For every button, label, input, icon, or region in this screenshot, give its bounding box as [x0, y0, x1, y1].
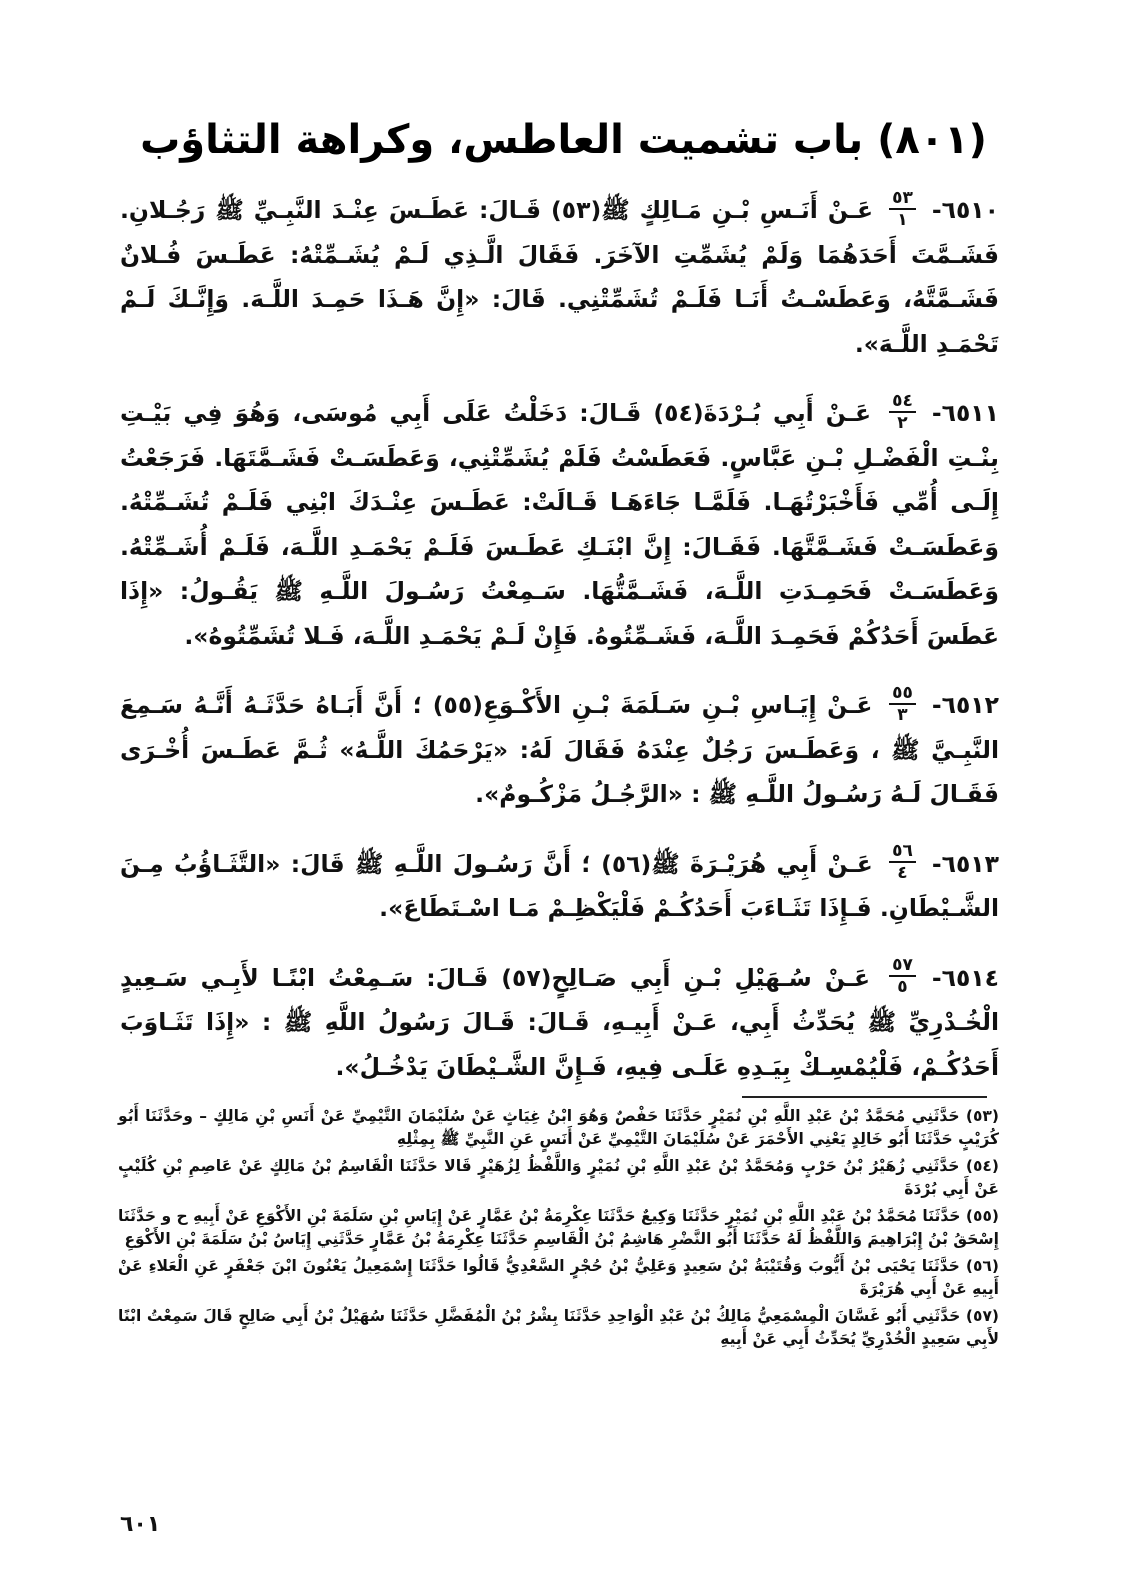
- hadith-6510: [120, 188, 999, 366]
- fraction-top: ٥٥: [889, 684, 916, 705]
- hadith-fraction: [889, 684, 916, 724]
- footnote-label: (٥٤): [965, 1157, 999, 1175]
- hadith-fraction: [889, 842, 916, 882]
- fraction-top: ٥٤: [889, 392, 916, 413]
- hadith-6514: [120, 956, 999, 1090]
- fraction-bottom: ١: [897, 209, 908, 230]
- hadith-6513: [120, 842, 999, 931]
- footnote-divider: [742, 1096, 987, 1098]
- footnote-text: حَدَّثَنِي مُحَمَّدُ بْنُ عَبْدِ اللَّهِ بْنِ نُمَيْرٍ حَدَّثَنَا حَفْصٌ وَهُوَ ابْنُ غِيَاثٍ عَنْ سُلَيْمَانَ التَّيْمِيِّ عَنْ أَنَسِ بْنِ مَالِكٍ – وحَدَّثَنَا أَبُو كُرَيْبٍ حَدَّثَنَا أَبُو خَالِدٍ يَعْنِي الأَحْمَرَ عَنْ سُلَيْمَانَ التَّيْمِيِّ عَنْ أَنَسٍ عَنِ النَّبِيِّ ﷺ بِمِثْلِهِ: [118, 1107, 999, 1148]
- hadith-6512: [120, 683, 999, 817]
- hadith-text: عَـنْ سُـهَيْلِ بْـنِ أَبِي صَـالِحٍ(٥٧) قَـالَ: سَـمِعْتُ ابْنًـا لأَبِـي سَـعِيدٍ الْخُـدْرِيِّ ﷺ يُحَدِّثُ أَبِي، عَـنْ أَبِيـهِ، قَـالَ: قَـالَ رَسُولُ اللَّهِ ﷺ : «إِذَا تَثَـاوَبَ أَحَدُكُـمْ، فَلْيُمْسِـكْ بِيَـدِهِ عَلَـى فِيهِ، فَـإِنَّ الشَّـيْطَانَ يَدْخُـلُ».: [120, 963, 999, 1081]
- hadith-6511: [120, 391, 999, 658]
- hadith-fraction: [889, 956, 916, 996]
- fraction-bottom: ٥: [897, 977, 908, 997]
- hadith-text: عَـنْ أَنَـسِ بْـنِ مَـالِكٍ ﷺ(٥٣) قَـالَ: عَطَـسَ عِنْـدَ النَّبِـيِّ ﷺ رَجُـلانِ. فَشَـمَّتَ أَحَدَهُمَا وَلَمْ يُشَمِّتِ الآخَرَ. فَقَالَ الَّـذِي لَـمْ يُشَـمِّتْهُ: عَطَـسَ فُـلانٌ فَشَـمَّتَّهُ، وَعَطَسْـتُ أَنَـا فَلَـمْ تُشَمِّتْنِي. قَالَ: «إِنَّ هَـذَا حَمِـدَ اللَّـهَ. وَإِنَّـكَ لَـمْ تَحْمَـدِ اللَّـهَ».: [120, 196, 999, 358]
- footnote-text: حَدَّثَنِي أَبُو غَسَّانَ الْمِسْمَعِيُّ مَالِكُ بْنُ عَبْدِ الْوَاحِدِ حَدَّثَنَا بِشْرُ بْنُ الْمُفَضَّلِ حَدَّثَنَا سُهَيْلُ بْنُ أَبِي صَالِحٍ قَالَ سَمِعْتُ ابْنًا لأَبِي سَعِيدٍ الْخُدْرِيِّ يُحَدِّثُ أَبِي عَنْ أَبِيهِ: [118, 1307, 999, 1348]
- hadith-number: ٦٥١١-: [931, 399, 999, 427]
- footnote-label: (٥٦): [965, 1257, 999, 1275]
- hadith-text: عَـنْ إِيَـاسِ بْـنِ سَـلَمَةَ بْـنِ الأَكْـوَعِ(٥٥) ؛ أَنَّ أَبَـاهُ حَدَّثَـهُ أَنَّـهُ سَـمِعَ النَّبِـيَّ ﷺ ، وَعَطَـسَ رَجُلٌ عِنْدَهُ فَقَالَ لَهُ: «يَرْحَمُكَ اللَّـهُ» ثُـمَّ عَطَـسَ أُخْـرَى فَقَـالَ لَـهُ رَسُـولُ اللَّـهِ ﷺ : «الرَّجُـلُ مَزْكُـومٌ».: [120, 691, 999, 808]
- fraction-bottom: ٢: [897, 412, 908, 433]
- footnote-53: [118, 1105, 999, 1151]
- fraction-bottom: ٤: [897, 863, 908, 883]
- fraction-bottom: ٣: [897, 704, 908, 725]
- hadith-fraction: [889, 392, 916, 432]
- footnote-label: (٥٣): [965, 1107, 999, 1125]
- footnote-56: [118, 1255, 999, 1301]
- footnote-label: (٥٥): [965, 1207, 999, 1225]
- hadith-body: [120, 188, 999, 1114]
- footnote-label: (٥٧): [965, 1307, 999, 1325]
- hadith-text: عَـنْ أَبِي هُرَيْـرَةَ ﷺ(٥٦) ؛ أَنَّ رَسُـولَ اللَّـهِ ﷺ قَالَ: «التَّثَـاؤُبُ مِـنَ الشَّـيْطَانِ. فَـإِذَا تَثَـاءَبَ أَحَدُكُـمْ فَلْيَكْظِـمْ مَـا اسْـتَطَاعَ».: [120, 849, 999, 922]
- fraction-top: ٥٦: [889, 842, 916, 863]
- chapter-title: (٨٠١) باب تشميت العاطس، وكراهة التثاؤب: [140, 117, 987, 163]
- hadith-number: ٦٥١٠-: [931, 196, 999, 224]
- footnote-text: حَدَّثَنِي زُهَيْرُ بْنُ حَرْبٍ وَمُحَمَّدُ بْنُ عَبْدِ اللَّهِ بْنِ نُمَيْرٍ وَاللَّفْظُ لِزُهَيْرٍ قَالا حَدَّثَنَا الْقَاسِمُ بْنُ مَالِكٍ عَنْ عَاصِمِ بْنِ كُلَيْبٍ عَنْ أَبِي بُرْدَةَ: [118, 1157, 999, 1198]
- fraction-top: ٥٣: [889, 189, 916, 210]
- footnote-text: حَدَّثَنَا يَحْيَى بْنُ أَيُّوبَ وَقُتَيْبَةُ بْنُ سَعِيدٍ وَعَلِيُّ بْنُ حُجْرٍ السَّعْدِيُّ قَالُوا حَدَّثَنَا إِسْمَعِيلُ يَعْنُونَ ابْنَ جَعْفَرٍ عَنِ الْعَلاءِ عَنْ أَبِيهِ عَنْ أَبِي هُرَيْرَةَ: [118, 1257, 999, 1298]
- footnote-55: [118, 1205, 999, 1251]
- hadith-number: ٦٥١٣-: [931, 849, 999, 878]
- hadith-fraction: [889, 189, 916, 229]
- hadith-number: ٦٥١٢-: [931, 691, 999, 719]
- footnote-text: حَدَّثَنَا مُحَمَّدُ بْنُ عَبْدِ اللَّهِ بْنِ نُمَيْرٍ حَدَّثَنَا وَكِيعٌ حَدَّثَنَا عِكْرِمَةُ بْنُ عَمَّارٍ عَنْ إِيَاسِ بْنِ سَلَمَةَ بْنِ الأَكْوَعِ عَنْ أَبِيهِ ح و حَدَّثَنَا إِسْحَقُ بْنُ إِبْرَاهِيمَ وَاللَّفْظُ لَهُ حَدَّثَنَا أَبُو النَّضْرِ هَاشِمُ بْنُ الْقَاسِمِ حَدَّثَنَا عِكْرِمَةُ بْنُ عَمَّارٍ حَدَّثَنِي إِيَاسُ بْنُ سَلَمَةَ بْنِ الأَكْوَعِ: [117, 1207, 999, 1248]
- hadith-text: عَـنْ أَبِي بُـرْدَةَ(٥٤) قَـالَ: دَخَلْتُ عَلَى أَبِي مُوسَى، وَهُوَ فِي بَيْـتِ بِنْـتِ الْفَضْـلِ بْـنِ عَبَّاسٍ. فَعَطَسْتُ فَلَمْ يُشَمِّتْنِي، وَعَطَسَـتْ فَشَـمَّتَهَا. فَرَجَعْتُ إِلَـى أُمِّي فَأَخْبَرْتُهَـا. فَلَمَّـا جَاءَهَـا قَـالَتْ: عَطَـسَ عِنْـدَكَ ابْنِي فَلَـمْ تُشَـمِّتْهُ. وَعَطَسَـتْ فَشَـمَّتَّهَا. فَقَـالَ: إِنَّ ابْنَـكِ عَطَـسَ فَلَـمْ يَحْمَـدِ اللَّـهَ، فَلَـمْ أُشَـمِّتْهُ. وَعَطَسَـتْ فَحَمِـدَتِ اللَّـهَ، فَشَـمَّتُّهَا. سَـمِعْتُ رَسُـولَ اللَّـهِ ﷺ يَقُـولُ: «إِذَا عَطَسَ أَحَدُكُمْ فَحَمِـدَ اللَّـهَ، فَشَـمِّتُوهُ. فَإِنْ لَـمْ يَحْمَـدِ اللَّـهَ، فَـلا تُشَمِّتُوهُ».: [120, 399, 999, 650]
- footnote-57: [118, 1305, 999, 1351]
- page-number: ٦٠١: [120, 1512, 161, 1537]
- footnote-54: [118, 1155, 999, 1201]
- footnotes: [118, 1105, 999, 1355]
- fraction-top: ٥٧: [889, 956, 916, 977]
- hadith-number: ٦٥١٤-: [931, 963, 1000, 992]
